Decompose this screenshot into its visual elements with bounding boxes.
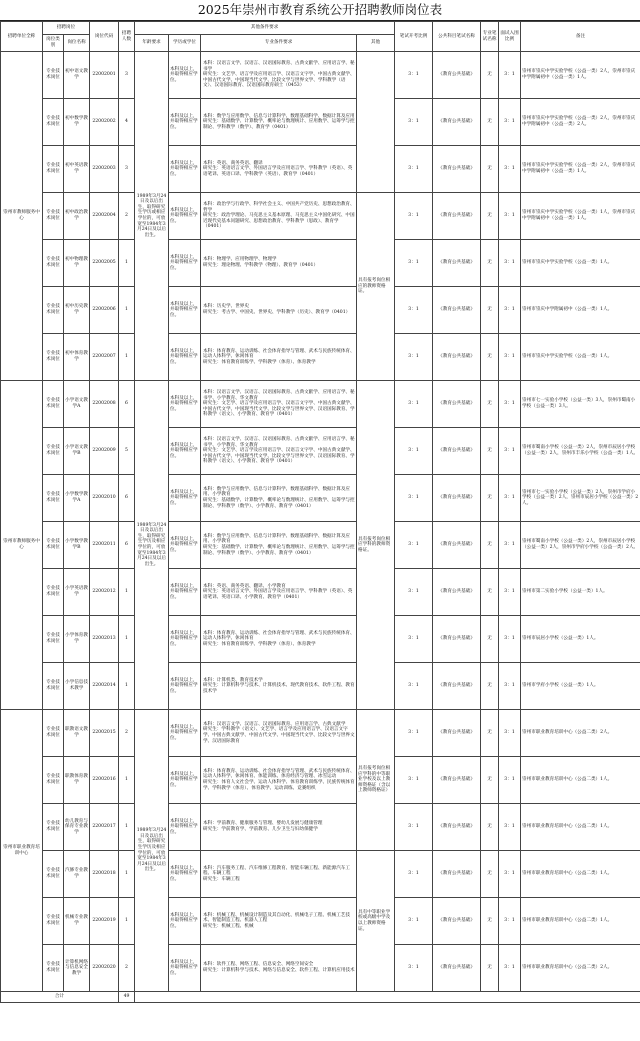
major-requirement: 本科：体育教育、运动训练、社会体育指导与管理、武术与民族传统体育、运动人体科学、休闲体育 研究生：体育教育训练学、学科教学（体育）、体育教学	[201, 334, 357, 381]
post-name: 小学信息技术教学	[64, 663, 90, 710]
interview-ratio: 3：1	[499, 757, 521, 804]
remark: 崇州市职业教育培训中心（公益二类）2人。	[521, 945, 640, 992]
education-requirement: 本科及以上，并取得相应学位。	[169, 334, 201, 381]
post-count: 3	[119, 146, 135, 193]
age-requirement: 1989年3月24日及以后出生，取得研究生学历或相应学位的，可放宽至1984年3月24日及以后出生。	[135, 52, 169, 381]
education-requirement: 本科及以上，并取得相应学位。	[169, 381, 201, 428]
remark: 崇州市职业教育培训中心（公益二类）1人。	[521, 804, 640, 851]
unit-name: 崇州市教师服务中心	[1, 381, 43, 710]
post-name: 初中体育教学	[64, 334, 90, 381]
post-category: 专业技术岗位	[43, 334, 64, 381]
major-requirement: 本科：体育教育、运动训练、社会体育指导与管理、武术与民族传统体育、运动人体科学、休闲体育 研究生：体育教育训练学、学科教学（体育）、体育教学	[201, 616, 357, 663]
remark: 崇州市崇庆中学实验学校（公益一类）2人，崇州市崇庆中学附属初中（公益一类）2人。	[521, 99, 640, 146]
post-category: 专业技术岗位	[43, 757, 64, 804]
interview-ratio: 3：1	[499, 193, 521, 240]
post-count: 2	[119, 945, 135, 992]
written-subject: 《教育公共基础》	[433, 475, 481, 522]
post-name: 小学数学教学B	[64, 522, 90, 569]
major-requirement: 本科：数学与应用数学、信息与计算科学、数理基础科学、数据计算及应用、小学教育 研究生：基础数学、计算数学、概率论与数理统计、应用数学、运筹学与控制论、学科教学（数学）、小学教育、教育学（0401）	[201, 475, 357, 522]
remark: 崇州市蜀南小学校（公益一类）2人，崇州市辰居小学校（公益一类）2人，崇州市学府小学校（公益一类）2人。	[521, 522, 640, 569]
post-code: 22002012	[90, 569, 119, 616]
interview-ratio: 3：1	[499, 898, 521, 945]
post-code: 22002003	[90, 146, 119, 193]
post-name: 小学体育教学	[64, 616, 90, 663]
post-count: 5	[119, 428, 135, 475]
table-row	[1, 240, 640, 287]
post-code: 22002013	[90, 616, 119, 663]
written-subject: 《教育公共基础》	[433, 898, 481, 945]
remark: 崇州市崇庆中学附属初中（公益一类）1人。	[521, 287, 640, 334]
interview-ratio: 3：1	[499, 710, 521, 757]
header-interview-ratio: 面试入围比例	[499, 22, 521, 52]
education-requirement: 本科及以上，并取得相应学位。	[169, 804, 201, 851]
post-code: 22002018	[90, 851, 119, 898]
written-ratio: 3：1	[395, 381, 433, 428]
written-subject: 《教育公共基础》	[433, 99, 481, 146]
post-category: 专业技术岗位	[43, 804, 64, 851]
post-count: 6	[119, 475, 135, 522]
table-row	[1, 475, 640, 522]
education-requirement: 本科及以上，并取得相应学位。	[169, 146, 201, 193]
written-subject: 《教育公共基础》	[433, 287, 481, 334]
post-count: 1	[119, 898, 135, 945]
pro-written: 无	[481, 804, 499, 851]
written-ratio: 3：1	[395, 569, 433, 616]
other-requirement: 具有中等职业学校或高级中学及以上教师资格证。	[357, 851, 395, 992]
table-row	[1, 757, 640, 804]
education-requirement: 本科及以上，并取得相应学位。	[169, 193, 201, 240]
post-category: 专业技术岗位	[43, 663, 64, 710]
major-requirement: 本科：机械工程、机械设计制造及其自动化、机械电子工程、机械工艺技术、智能制造工程、机器人工程 研究生：机械工程、机械	[201, 898, 357, 945]
interview-ratio: 3：1	[499, 945, 521, 992]
table-row	[1, 99, 640, 146]
header-post-category: 岗位类别	[43, 35, 64, 52]
post-code: 22002001	[90, 52, 119, 99]
pro-written: 无	[481, 569, 499, 616]
total-row	[1, 992, 640, 1003]
post-name: 计算机网络与信息安全教学	[64, 945, 90, 992]
post-code: 22002002	[90, 99, 119, 146]
pro-written: 无	[481, 757, 499, 804]
interview-ratio: 3：1	[499, 146, 521, 193]
major-requirement: 本科：数学与应用数学、信息与计算科学、数理基础科学、数据计算及应用、小学教育 研究生：基础数学、计算数学、概率论与数理统计、应用数学、运筹学与控制论、学科教学（数学）、小学教育、教育学（0401）	[201, 522, 357, 569]
post-category: 专业技术岗位	[43, 945, 64, 992]
post-count: 1	[119, 663, 135, 710]
written-ratio: 3：1	[395, 616, 433, 663]
pro-written: 无	[481, 287, 499, 334]
written-subject: 《教育公共基础》	[433, 616, 481, 663]
post-count: 1	[119, 569, 135, 616]
interview-ratio: 3：1	[499, 334, 521, 381]
table-row	[1, 381, 640, 428]
header-education: 学历或学位	[169, 35, 201, 52]
remark: 崇州市辰居小学校（公益一类）1人。	[521, 616, 640, 663]
remark: 崇州市学府小学校（公益一类）1人。	[521, 663, 640, 710]
pro-written: 无	[481, 475, 499, 522]
post-name: 初中政治教学	[64, 193, 90, 240]
post-code: 22002010	[90, 475, 119, 522]
written-ratio: 3：1	[395, 898, 433, 945]
post-code: 22002007	[90, 334, 119, 381]
written-ratio: 3：1	[395, 193, 433, 240]
table-row	[1, 569, 640, 616]
interview-ratio: 3：1	[499, 663, 521, 710]
pro-written: 无	[481, 616, 499, 663]
written-ratio: 3：1	[395, 945, 433, 992]
post-count: 1	[119, 334, 135, 381]
post-category: 专业技术岗位	[43, 193, 64, 240]
total-blank	[135, 992, 640, 1003]
written-subject: 《教育公共基础》	[433, 193, 481, 240]
other-requirement: 具有报考岗位相应学科的中等职业学校及以上教师资格证（含以上教师资格证）	[357, 710, 395, 851]
recruitment-table	[0, 21, 640, 1003]
table-row	[1, 522, 640, 569]
education-requirement: 本科及以上，并取得相应学位。	[169, 475, 201, 522]
written-ratio: 3：1	[395, 287, 433, 334]
table-row	[1, 146, 640, 193]
post-category: 专业技术岗位	[43, 381, 64, 428]
major-requirement: 本科：历史学、世界史 研究生：考古学、中国史、世界史、学科教学（历史）、教育学（0401）	[201, 287, 357, 334]
post-code: 22002014	[90, 663, 119, 710]
remark: 崇州市七一实验小学校（公益一类）3人，崇州市蜀南小学校（公益一类）3人。	[521, 381, 640, 428]
pro-written: 无	[481, 710, 499, 757]
header-ratio: 笔试开考比例	[395, 22, 433, 52]
post-count: 3	[119, 52, 135, 99]
written-subject: 《教育公共基础》	[433, 804, 481, 851]
post-code: 22002020	[90, 945, 119, 992]
post-category: 专业技术岗位	[43, 898, 64, 945]
table-row	[1, 710, 640, 757]
table-row	[1, 663, 640, 710]
written-ratio: 3：1	[395, 52, 433, 99]
post-count: 1	[119, 804, 135, 851]
education-requirement: 本科及以上，并取得相应学位。	[169, 663, 201, 710]
post-category: 专业技术岗位	[43, 287, 64, 334]
pro-written: 无	[481, 428, 499, 475]
table-body	[1, 52, 640, 1003]
post-count: 1	[119, 851, 135, 898]
post-code: 22002019	[90, 898, 119, 945]
unit-name: 崇州市教师服务中心	[1, 52, 43, 381]
table-row	[1, 616, 640, 663]
major-requirement: 本科：政治学与行政学、科学社会主义、中国共产党历史、思想政治教育、哲学 研究生：政治学理论、马克思主义基本原理、马克思主义中国化研究、中国近现代史基本问题研究、思想政治教育、学科教学（思政）、教育学（0401）	[201, 193, 357, 240]
major-requirement: 本科：体育教育、运动训练、社会体育指导与管理、武术与民族传统体育、运动人体科学、休闲体育、体能训练、体育经济与管理、冰雪运动 研究生：体育人文社会学、运动人体科学、体育教育训练学、民族传统体育学、学科教学（体育）、体育教学、运动训练、竞赛组织	[201, 757, 357, 804]
major-requirement: 本科：汉语言文学、汉语言、汉语国际教育、古典文献学、应用语言学、秘书学、小学教育、华文教育 研究生：文艺学、语言学及应用语言学、汉语言文字学、中国古典文献学、中国古代文学、中国现当代文学、比较文学与世界文学、汉语国际教育、学科教学（语文）、小学教育、教育学（0401）	[201, 381, 357, 428]
header-other: 其他	[357, 35, 395, 52]
header-post-name: 岗位名称	[64, 35, 90, 52]
table-row	[1, 287, 640, 334]
education-requirement: 本科及以上，并取得相应学位。	[169, 569, 201, 616]
header-other-conditions: 其他条件要求	[135, 22, 395, 35]
post-name: 初中英语教学	[64, 146, 90, 193]
interview-ratio: 3：1	[499, 569, 521, 616]
post-name: 小学数学教学A	[64, 475, 90, 522]
age-requirement: 1989年3月24日及以后出生，取得研究生学历及相应学位的，可放宽至1984年3月24日及以后出生。	[135, 381, 169, 710]
written-subject: 《教育公共基础》	[433, 569, 481, 616]
post-category: 专业技术岗位	[43, 522, 64, 569]
written-subject: 《教育公共基础》	[433, 146, 481, 193]
written-ratio: 3：1	[395, 851, 433, 898]
remark: 崇州市第二实验小学校（公益一类）1人。	[521, 569, 640, 616]
post-count: 1	[119, 616, 135, 663]
major-requirement: 本科：英语、商务英语、翻译 研究生：英语语言文学、外国语言学及应用语言学、学科教学（英语）、英语笔译、英语口译、学科教学（英语）、教育学（0401）	[201, 146, 357, 193]
written-subject: 《教育公共基础》	[433, 52, 481, 99]
pro-written: 无	[481, 898, 499, 945]
post-name: 初中历史教学	[64, 287, 90, 334]
post-code: 22002017	[90, 804, 119, 851]
major-requirement: 本科：计算机类、教育技术学 研究生：计算机科学与技术、计算机技术、现代教育技术、软件工程、教育技术学	[201, 663, 357, 710]
post-count: 2	[119, 193, 135, 240]
education-requirement: 本科及以上，并取得相应学位。	[169, 851, 201, 898]
post-count: 1	[119, 757, 135, 804]
written-subject: 《教育公共基础》	[433, 851, 481, 898]
post-category: 专业技术岗位	[43, 146, 64, 193]
post-code: 22002011	[90, 522, 119, 569]
post-name: 小学语文教学B	[64, 428, 90, 475]
post-count: 1	[119, 240, 135, 287]
pro-written: 无	[481, 193, 499, 240]
post-category: 专业技术岗位	[43, 569, 64, 616]
post-name: 初中物理教学	[64, 240, 90, 287]
post-count: 6	[119, 381, 135, 428]
header-count: 招聘人数	[119, 22, 135, 52]
interview-ratio: 3：1	[499, 804, 521, 851]
post-code: 22002016	[90, 757, 119, 804]
remark: 崇州市崇庆中学实验学校（公益一类）2人，崇州市崇庆中学附属初中（公益一类）1人。	[521, 146, 640, 193]
post-name: 小学英语教学	[64, 569, 90, 616]
total-label: 合计	[1, 992, 119, 1003]
post-category: 专业技术岗位	[43, 52, 64, 99]
other-requirement: 具有报考岗位相应的教师资格证。	[357, 193, 395, 381]
other-requirement	[357, 52, 395, 193]
written-subject: 《教育公共基础》	[433, 710, 481, 757]
post-name: 小学语文教学A	[64, 381, 90, 428]
interview-ratio: 3：1	[499, 428, 521, 475]
interview-ratio: 3：1	[499, 616, 521, 663]
post-name: 幼儿教育与保育专业教学	[64, 804, 90, 851]
written-ratio: 3：1	[395, 757, 433, 804]
header-post-code: 岗位代码	[90, 22, 119, 52]
written-subject: 《教育公共基础》	[433, 945, 481, 992]
interview-ratio: 3：1	[499, 522, 521, 569]
post-code: 22002005	[90, 240, 119, 287]
remark: 崇州市职业教育培训中心（公益二类）1人。	[521, 851, 640, 898]
header-recruit-post: 招聘岗位	[43, 22, 90, 35]
table-row	[1, 851, 640, 898]
remark: 崇州市职业教育培训中心（公益二类）1人。	[521, 898, 640, 945]
unit-name: 崇州市职业教育培训中心	[1, 710, 43, 992]
pro-written: 无	[481, 240, 499, 287]
table-row	[1, 334, 640, 381]
interview-ratio: 3：1	[499, 52, 521, 99]
post-category: 专业技术岗位	[43, 710, 64, 757]
written-ratio: 3：1	[395, 428, 433, 475]
interview-ratio: 3：1	[499, 287, 521, 334]
interview-ratio: 3：1	[499, 475, 521, 522]
written-ratio: 3：1	[395, 710, 433, 757]
post-category: 专业技术岗位	[43, 428, 64, 475]
written-subject: 《教育公共基础》	[433, 381, 481, 428]
other-requirement: 具有报考岗位相应学科的教师资格证。	[357, 381, 395, 710]
pro-written: 无	[481, 381, 499, 428]
written-subject: 《教育公共基础》	[433, 757, 481, 804]
education-requirement: 本科及以上，并取得相应学位。	[169, 52, 201, 99]
table-row	[1, 52, 640, 99]
major-requirement: 本科：汉语言文学、汉语言、汉语国际教育、应用语言学、古典文献学 研究生：学科教学（语文）、文艺学、语言学及应用语言学、汉语言文字学、中国古典文献学、中国古代文学、中国现当代文学、比较文学与世界文学、汉语国际教育	[201, 710, 357, 757]
post-count: 4	[119, 99, 135, 146]
post-name: 机械专业教学	[64, 898, 90, 945]
remark: 崇州市崇庆中学实验学校（公益一类）2人，崇州市崇庆中学附属初中（公益一类）1人。	[521, 52, 640, 99]
post-code: 22002006	[90, 287, 119, 334]
major-requirement: 本科：汉语言文学、汉语言、汉语国际教育、古典文献学、应用语言学、秘书学、小学教育、华文教育 研究生：文艺学、语言学及应用语言学、汉语言文字学、中国古典文献学、中国古代文学、中国现当代文学、比较文学与世界文学、汉语国际教育、学科教学（语文）、小学教育、教育学（0401）	[201, 428, 357, 475]
header-major: 专业条件要求	[201, 35, 357, 52]
total-count: 49	[119, 992, 135, 1003]
header-pro-written: 专业笔试名称	[481, 22, 499, 52]
written-ratio: 3：1	[395, 146, 433, 193]
written-ratio: 3：1	[395, 99, 433, 146]
education-requirement: 本科及以上，并取得相应学位。	[169, 898, 201, 945]
age-requirement: 1989年3月24日及以后出生，取得研究生学历及相应学位的，可放宽至1984年3月24日及以后出生。	[135, 710, 169, 992]
pro-written: 无	[481, 99, 499, 146]
major-requirement: 本科：物理学、应用物理学、物理学 研究生：理论物理、学科教学（物理）、教育学（0401）	[201, 240, 357, 287]
education-requirement: 本科及以上，并取得相应学位。	[169, 757, 201, 804]
education-requirement: 本科及以上，并取得相应学位。	[169, 522, 201, 569]
post-name: 职教体育教学	[64, 757, 90, 804]
post-name: 职教语文教学	[64, 710, 90, 757]
interview-ratio: 3：1	[499, 99, 521, 146]
education-requirement: 本科及以上，并取得相应学位。	[169, 428, 201, 475]
written-ratio: 3：1	[395, 522, 433, 569]
page-title: 2025年崇州市教育系统公开招聘教师岗位表	[0, 0, 640, 21]
post-count: 2	[119, 710, 135, 757]
pro-written: 无	[481, 52, 499, 99]
post-category: 专业技术岗位	[43, 99, 64, 146]
education-requirement: 本科及以上，并取得相应学位。	[169, 616, 201, 663]
written-subject: 《教育公共基础》	[433, 663, 481, 710]
post-count: 6	[119, 522, 135, 569]
education-requirement: 本科及以上，并取得相应学位。	[169, 945, 201, 992]
post-code: 22002009	[90, 428, 119, 475]
interview-ratio: 3：1	[499, 851, 521, 898]
post-category: 专业技术岗位	[43, 475, 64, 522]
pro-written: 无	[481, 851, 499, 898]
major-requirement: 本科：汉语言文学、汉语言、汉语国际教育、古典文献学、应用语言学、秘书学 研究生：文艺学、语言学及应用语言学、汉语言文字学、中国古典文献学、中国古代文学、中国现当代文学、比较文学与世界文学、学科教学（语文）、汉语国际教育、汉语国际教育硕士（0453）	[201, 52, 357, 99]
post-category: 专业技术岗位	[43, 851, 64, 898]
education-requirement: 本科及以上，并取得相应学位。	[169, 710, 201, 757]
education-requirement: 本科及以上，并取得相应学位。	[169, 287, 201, 334]
post-name: 初中数学教学	[64, 99, 90, 146]
table-row	[1, 428, 640, 475]
remark: 崇州市崇庆中学实验学校（公益一类）1人，崇州市崇庆中学附属初中（公益一类）1人。	[521, 193, 640, 240]
remark: 崇州市职业教育培训中心（公益二类）2人。	[521, 710, 640, 757]
written-subject: 《教育公共基础》	[433, 334, 481, 381]
post-code: 22002015	[90, 710, 119, 757]
header-remark: 备注	[521, 22, 640, 52]
major-requirement: 本科：英语、商务英语、翻译、小学教育 研究生：英语语言文学、外国语言学及应用语言学、学科教学（英语）、英语笔译、英语口译、小学教育、教育学（0401）	[201, 569, 357, 616]
post-count: 1	[119, 287, 135, 334]
pro-written: 无	[481, 334, 499, 381]
written-subject: 《教育公共基础》	[433, 240, 481, 287]
major-requirement: 本科：数学与应用数学、信息与计算科学、数理基础科学、数据计算及应用 研究生：基础数学、计算数学、概率论与数理统计、应用数学、运筹学与控制论、学科教学（数学）、教育学（0401）	[201, 99, 357, 146]
written-ratio: 3：1	[395, 804, 433, 851]
table-row	[1, 898, 640, 945]
major-requirement: 本科：软件工程、网络工程、信息安全、网络空间安全 研究生：计算机科学与技术、网络与信息安全、软件工程、计算机应用技术	[201, 945, 357, 992]
table-row	[1, 193, 640, 240]
written-ratio: 3：1	[395, 475, 433, 522]
education-requirement: 本科及以上，并取得相应学位。	[169, 99, 201, 146]
table-row	[1, 804, 640, 851]
written-subject: 《教育公共基础》	[433, 428, 481, 475]
header-unit: 招聘单位全称	[1, 22, 43, 52]
written-subject: 《教育公共基础》	[433, 522, 481, 569]
written-ratio: 3：1	[395, 663, 433, 710]
written-ratio: 3：1	[395, 334, 433, 381]
remark: 崇州市崇庆中学实验学校（公益一类）1人。	[521, 334, 640, 381]
header-written-subject: 公共科目笔试名称	[433, 22, 481, 52]
remark: 崇州市崇庆中学实验学校（公益一类）1人。	[521, 240, 640, 287]
interview-ratio: 3：1	[499, 240, 521, 287]
written-ratio: 3：1	[395, 240, 433, 287]
remark: 崇州市蜀南小学校（公益一类）2人，崇州市辰居小学校（公益一类）2人，崇州市丰乐小学校（公益一类）1人。	[521, 428, 640, 475]
pro-written: 无	[481, 146, 499, 193]
education-requirement: 本科及以上，并取得相应学位。	[169, 240, 201, 287]
post-code: 22002008	[90, 381, 119, 428]
post-category: 专业技术岗位	[43, 240, 64, 287]
pro-written: 无	[481, 663, 499, 710]
pro-written: 无	[481, 522, 499, 569]
interview-ratio: 3：1	[499, 381, 521, 428]
remark: 崇州市七一实验小学校（公益一类）2人，崇州市学府小学校（公益一类）2人，崇州市辰居小学校（公益一类）2人。	[521, 475, 640, 522]
pro-written: 无	[481, 945, 499, 992]
header-age: 年龄要求	[135, 35, 169, 52]
post-name: 初中语文教学	[64, 52, 90, 99]
post-name: 汽修专业教学	[64, 851, 90, 898]
table-row	[1, 945, 640, 992]
major-requirement: 本科：汽车服务工程、汽车维修工程教育、智能车辆工程、新能源汽车工程、车辆工程 研究生：车辆工程	[201, 851, 357, 898]
major-requirement: 本科：学前教育、健康服务与管理、婴幼儿发展与健康管理 研究生：学前教育学、学前教育、儿少卫生与妇幼保健学	[201, 804, 357, 851]
post-category: 专业技术岗位	[43, 616, 64, 663]
post-code: 22002004	[90, 193, 119, 240]
remark: 崇州市职业教育培训中心（公益二类）1人。	[521, 757, 640, 804]
